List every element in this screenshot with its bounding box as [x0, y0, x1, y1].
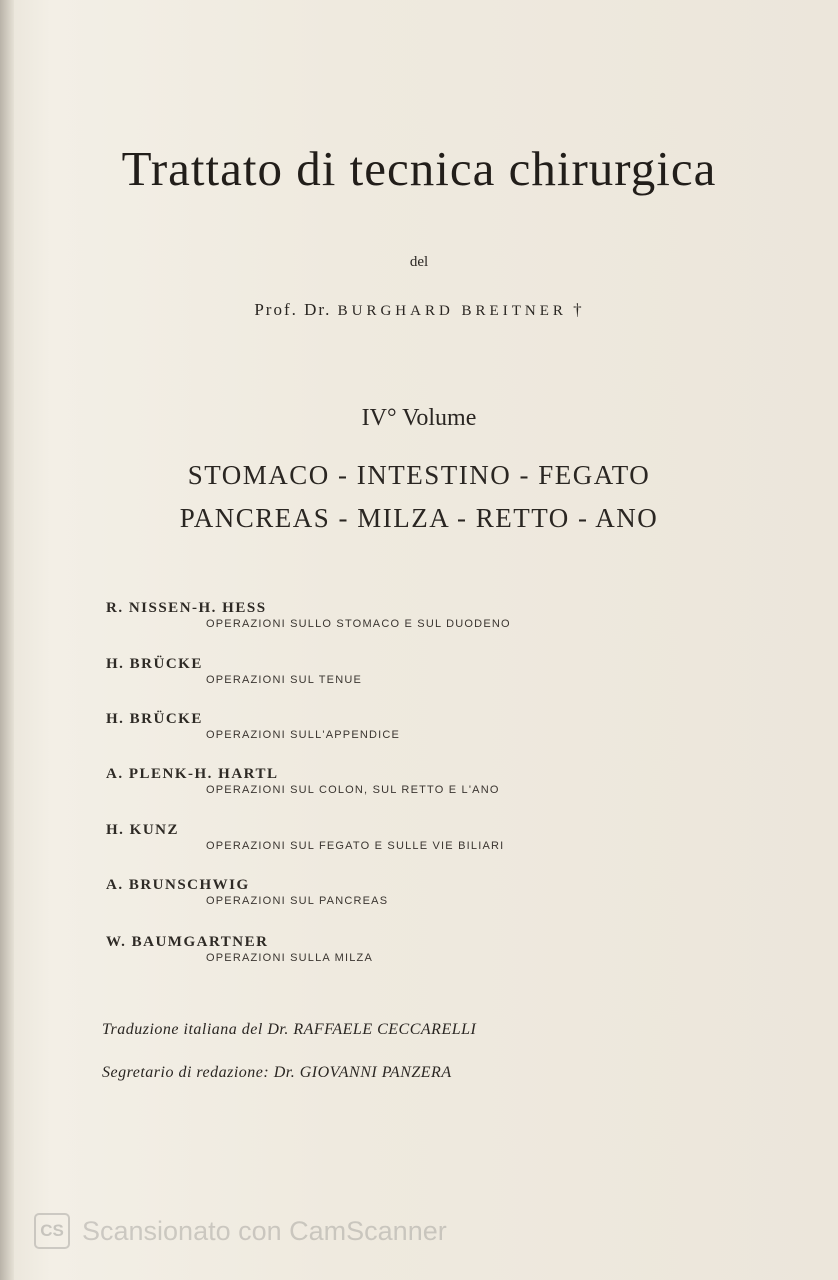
contributor-topic: OPERAZIONI SUL COLON, SUL RETTO E L'ANO: [206, 784, 500, 796]
byline: del: [409, 254, 429, 270]
contributor-entry: [106, 822, 706, 852]
contributor-topic: OPERAZIONI SULLO STOMACO E SUL DUODENO: [206, 618, 511, 630]
contributor-entry: [106, 877, 706, 907]
watermark-text: Scansionato con CamScanner: [82, 1215, 447, 1246]
contributor-topic: OPERAZIONI SUL TENUE: [206, 674, 363, 686]
subject-line-2: PANCREAS - MILZA - RETTO - ANO: [179, 503, 659, 533]
contributor-name: H. KUNZ: [106, 822, 180, 838]
camscanner-watermark: [34, 1213, 447, 1249]
contributor-topic: OPERAZIONI SULL'APPENDICE: [206, 729, 401, 741]
author-suffix: †: [573, 300, 584, 319]
subject-line-1: STOMACO - INTESTINO - FEGATO: [187, 460, 651, 490]
author-line: [0, 300, 838, 320]
contributor-name: H. BRÜCKE: [106, 656, 203, 672]
contributor-entry: [106, 600, 706, 630]
volume-label: IV° Volume: [361, 405, 477, 431]
contributor-name: W. BAUMGARTNER: [106, 934, 269, 950]
author-name: BURGHARD BREITNER: [337, 303, 567, 319]
author-prefix: Prof. Dr.: [254, 300, 332, 319]
book-title: Trattato di tecnica chirurgica: [121, 141, 717, 196]
contributor-topic: OPERAZIONI SUL FEGATO E SULLE VIE BILIARI: [206, 840, 505, 852]
contributor-topic: OPERAZIONI SULLA MILZA: [206, 952, 373, 964]
contributor-entry: [106, 934, 706, 964]
contributor-name: H. BRÜCKE: [106, 711, 203, 727]
translation-credit: Traduzione italiana del Dr. RAFFAELE CECCARELLI: [102, 1021, 477, 1038]
contributor-name: A. PLENK-H. HARTL: [106, 766, 279, 782]
contributor-name: A. BRUNSCHWIG: [106, 877, 250, 893]
contributor-entry: [106, 766, 706, 796]
contributor-entry: [106, 711, 706, 741]
secretary-credit: Segretario di redazione: Dr. GIOVANNI PANZERA: [102, 1064, 452, 1081]
contributor-topic: OPERAZIONI SUL PANCREAS: [206, 895, 389, 907]
contributor-name: R. NISSEN-H. HESS: [106, 600, 267, 616]
camscanner-logo-icon: CS: [34, 1213, 70, 1249]
contributor-entry: [106, 656, 706, 686]
